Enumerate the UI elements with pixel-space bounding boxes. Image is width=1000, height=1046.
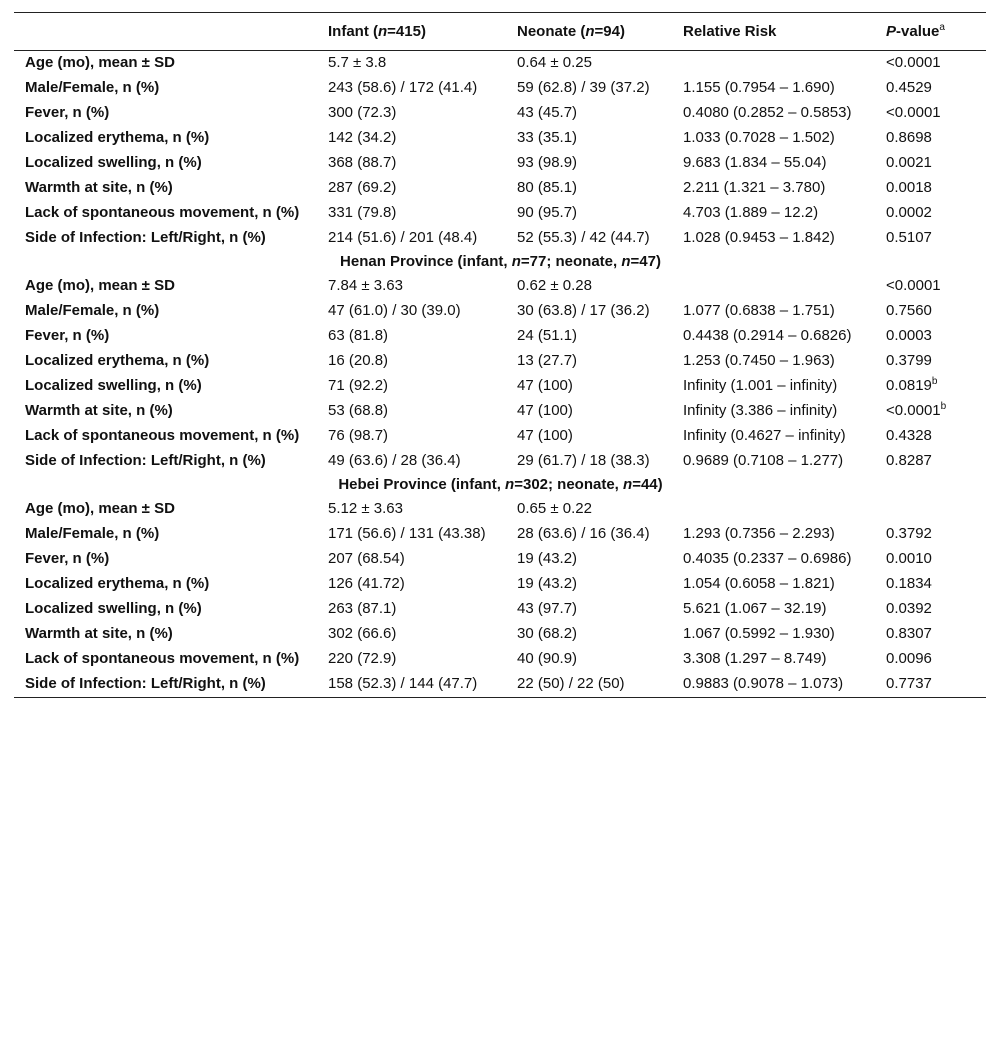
- table-row: [14, 622, 986, 647]
- table-row: [14, 349, 986, 374]
- row-label: Side of Infection: Left/Right, n (%): [25, 452, 266, 469]
- row-label: Fever, n (%): [25, 327, 110, 344]
- p-value: 0.0010: [886, 550, 932, 567]
- row-label: Age (mo), mean ± SD: [25, 54, 175, 71]
- row-label: Localized swelling, n (%): [25, 377, 202, 394]
- p-value: 0.8698: [886, 129, 932, 146]
- p-value: 0.1834: [886, 575, 932, 592]
- p-value: 0.4529: [886, 79, 932, 96]
- relative-risk-cell: 2.211 (1.321 – 3.780): [683, 179, 826, 196]
- row-label: Fever, n (%): [25, 104, 110, 121]
- neonate-cell: 93 (98.9): [517, 154, 578, 171]
- neonate-cell: 0.64 ± 0.25: [517, 54, 592, 71]
- relative-risk-cell: 0.9883 (0.9078 – 1.073): [672, 672, 875, 698]
- p-value-cell: [875, 374, 986, 399]
- infant-cell: 16 (20.8): [328, 352, 389, 369]
- p-value: <0.0001: [886, 54, 941, 71]
- infant-cell: 49 (63.6) / 28 (36.4): [328, 452, 461, 469]
- infant-cell: 7.84 ± 3.63: [328, 277, 403, 294]
- table-row: [14, 374, 986, 399]
- table-body: [14, 51, 986, 698]
- relative-risk-cell: Infinity (1.001 – infinity): [683, 377, 838, 394]
- p-value-cell: [875, 51, 986, 77]
- table-row: [14, 647, 986, 672]
- relative-risk-cell: 1.054 (0.6058 – 1.821): [683, 575, 835, 592]
- footnote-marker: b: [940, 401, 947, 412]
- p-value: 0.0819: [886, 377, 932, 394]
- p-value-cell: [875, 274, 986, 299]
- p-value-cell: [875, 226, 986, 251]
- row-label: Localized erythema, n (%): [25, 129, 210, 146]
- row-label: Side of Infection: Left/Right, n (%): [25, 229, 266, 246]
- neonate-cell: 47 (100): [517, 377, 573, 394]
- table-row: [14, 324, 986, 349]
- p-value: 0.0392: [886, 600, 932, 617]
- infant-cell: 47 (61.0) / 30 (39.0): [328, 302, 461, 319]
- p-value-cell: [875, 424, 986, 449]
- table-row: [14, 547, 986, 572]
- p-value-cell: [875, 349, 986, 374]
- neonate-cell: 13 (27.7): [517, 352, 578, 369]
- row-label: Male/Female, n (%): [25, 79, 160, 96]
- neonate-cell: 47 (100): [517, 402, 573, 419]
- row-label: Side of Infection: Left/Right, n (%): [14, 672, 317, 698]
- p-value-cell: [875, 76, 986, 101]
- p-value: 0.8307: [886, 625, 932, 642]
- p-value: 0.7560: [886, 302, 932, 319]
- p-value-cell: [875, 522, 986, 547]
- section-henan-province: [14, 251, 986, 274]
- p-value: 0.0003: [886, 327, 932, 344]
- relative-risk-cell: 1.293 (0.7356 – 2.293): [683, 525, 835, 542]
- table-row: [14, 274, 986, 299]
- row-label: Warmth at site, n (%): [25, 179, 173, 196]
- row-label: Warmth at site, n (%): [25, 625, 173, 642]
- p-value: 0.0018: [886, 179, 932, 196]
- p-value-cell: [875, 176, 986, 201]
- p-value: 0.0002: [886, 204, 932, 221]
- header-label-blank: [14, 13, 317, 51]
- infant-cell: 76 (98.7): [328, 427, 389, 444]
- p-value: <0.0001: [886, 402, 941, 419]
- comparison-table: [14, 12, 986, 698]
- row-label: Age (mo), mean ± SD: [25, 277, 175, 294]
- neonate-cell: 90 (95.7): [517, 204, 578, 221]
- neonate-cell: 30 (63.8) / 17 (36.2): [517, 302, 650, 319]
- table-row: [14, 522, 986, 547]
- p-value: <0.0001: [886, 277, 941, 294]
- table-row: [14, 299, 986, 324]
- relative-risk-cell: 0.4035 (0.2337 – 0.6986): [683, 550, 852, 567]
- infant-cell: 331 (79.8): [328, 204, 397, 221]
- p-value-cell: [875, 597, 986, 622]
- relative-risk-cell: 1.155 (0.7954 – 1.690): [683, 79, 835, 96]
- relative-risk-cell: 1.067 (0.5992 – 1.930): [683, 625, 835, 642]
- header-row: [14, 13, 986, 51]
- section-hebei-province: [14, 474, 986, 497]
- infant-cell: 71 (92.2): [328, 377, 389, 394]
- neonate-cell: 22 (50) / 22 (50): [506, 672, 672, 698]
- neonate-cell: 0.65 ± 0.22: [517, 500, 592, 517]
- infant-cell: 207 (68.54): [328, 550, 405, 567]
- table-row: [14, 449, 986, 474]
- neonate-cell: 29 (61.7) / 18 (38.3): [517, 452, 650, 469]
- p-value-cell: [875, 497, 986, 522]
- header-relative-risk: Relative Risk: [672, 13, 875, 51]
- relative-risk-cell: Infinity (3.386 – infinity): [683, 402, 838, 419]
- neonate-cell: 40 (90.9): [517, 650, 578, 667]
- neonate-cell: 33 (35.1): [517, 129, 578, 146]
- infant-cell: 5.7 ± 3.8: [328, 54, 387, 71]
- neonate-cell: 0.62 ± 0.28: [517, 277, 592, 294]
- neonate-cell: 52 (55.3) / 42 (44.7): [517, 229, 650, 246]
- p-value-cell: [875, 672, 986, 698]
- relative-risk-cell: 3.308 (1.297 – 8.749): [683, 650, 827, 667]
- p-value: 0.0096: [886, 650, 932, 667]
- row-label: Warmth at site, n (%): [25, 402, 173, 419]
- relative-risk-cell: 1.033 (0.7028 – 1.502): [683, 129, 835, 146]
- p-value-cell: [875, 449, 986, 474]
- neonate-cell: 59 (62.8) / 39 (37.2): [517, 79, 650, 96]
- p-value-cell: [875, 299, 986, 324]
- p-value-cell: [875, 151, 986, 176]
- neonate-cell: 43 (45.7): [517, 104, 578, 121]
- table-header: [14, 13, 986, 51]
- header-neonate: Neonate (n=94): [506, 13, 672, 51]
- row-label: Lack of spontaneous movement, n (%): [25, 204, 300, 221]
- header-p-value: P-value$^a$: [875, 13, 986, 51]
- footnote-marker: b: [931, 376, 938, 387]
- neonate-cell: 28 (63.6) / 16 (36.4): [517, 525, 650, 542]
- relative-risk-cell: 1.077 (0.6838 – 1.751): [683, 302, 835, 319]
- infant-cell: 53 (68.8): [328, 402, 389, 419]
- p-value-cell: [875, 101, 986, 126]
- p-value: <0.0001: [886, 104, 941, 121]
- table-row: [14, 201, 986, 226]
- neonate-cell: 30 (68.2): [517, 625, 578, 642]
- relative-risk-cell: [672, 497, 875, 522]
- p-value: 0.5107: [886, 229, 932, 246]
- p-value: 0.4328: [886, 427, 932, 444]
- neonate-cell: 80 (85.1): [517, 179, 578, 196]
- table-row: [14, 76, 986, 101]
- header-infant: Infant (n=415): [317, 13, 506, 51]
- p-value: 0.3792: [886, 525, 932, 542]
- relative-risk-cell: Infinity (0.4627 – infinity): [683, 427, 846, 444]
- relative-risk-cell: 9.683 (1.834 – 55.04): [683, 154, 827, 171]
- section-title: Henan Province (infant, n=77; neonate, n=47): [340, 253, 661, 270]
- table-row: [14, 126, 986, 151]
- relative-risk-cell: [672, 51, 875, 77]
- infant-cell: 5.12 ± 3.63: [328, 500, 403, 517]
- relative-risk-cell: 1.028 (0.9453 – 1.842): [683, 229, 835, 246]
- neonate-cell: 43 (97.7): [517, 600, 578, 617]
- row-label: Age (mo), mean ± SD: [25, 500, 175, 517]
- p-value-cell: [875, 324, 986, 349]
- infant-cell: 302 (66.6): [328, 625, 397, 642]
- table-row: [14, 497, 986, 522]
- section-title: Hebei Province (infant, n=302; neonate, n=44): [338, 476, 663, 493]
- relative-risk-cell: 5.621 (1.067 – 32.19): [683, 600, 827, 617]
- relative-risk-cell: 4.703 (1.889 – 12.2): [683, 204, 819, 221]
- relative-risk-cell: 0.9689 (0.7108 – 1.277): [683, 452, 844, 469]
- row-label: Localized erythema, n (%): [25, 352, 210, 369]
- p-value: 0.3799: [886, 352, 932, 369]
- row-label: Male/Female, n (%): [25, 302, 160, 319]
- table-row: [14, 176, 986, 201]
- p-value-cell: [875, 622, 986, 647]
- neonate-cell: 24 (51.1): [517, 327, 578, 344]
- infant-cell: 63 (81.8): [328, 327, 389, 344]
- row-label: Lack of spontaneous movement, n (%): [25, 427, 300, 444]
- neonate-cell: 47 (100): [517, 427, 573, 444]
- infant-cell: 368 (88.7): [328, 154, 397, 171]
- infant-cell: 142 (34.2): [328, 129, 397, 146]
- neonate-cell: 19 (43.2): [517, 550, 578, 567]
- p-value-cell: [875, 201, 986, 226]
- row-label: Male/Female, n (%): [25, 525, 160, 542]
- infant-cell: 158 (52.3) / 144 (47.7): [317, 672, 506, 698]
- row-label: Localized erythema, n (%): [25, 575, 210, 592]
- p-value-cell: [875, 572, 986, 597]
- table-row: [14, 399, 986, 424]
- table-row: [14, 51, 986, 77]
- relative-risk-cell: 0.4438 (0.2914 – 0.6826): [683, 327, 852, 344]
- table-row: [14, 151, 986, 176]
- table-row: [14, 424, 986, 449]
- p-value-cell: [875, 647, 986, 672]
- infant-cell: 243 (58.6) / 172 (41.4): [328, 79, 478, 96]
- table-row: [14, 597, 986, 622]
- relative-risk-cell: 0.4080 (0.2852 – 0.5853): [683, 104, 852, 121]
- table-row: [14, 226, 986, 251]
- p-value: 0.0021: [886, 154, 932, 171]
- table-row: [14, 672, 986, 698]
- relative-risk-cell: 1.253 (0.7450 – 1.963): [683, 352, 835, 369]
- table-row: [14, 572, 986, 597]
- p-value-cell: [875, 126, 986, 151]
- relative-risk-cell: [672, 274, 875, 299]
- row-label: Localized swelling, n (%): [25, 154, 202, 171]
- row-label: Fever, n (%): [25, 550, 110, 567]
- infant-cell: 287 (69.2): [328, 179, 397, 196]
- p-value: 0.7737: [886, 675, 932, 692]
- infant-cell: 171 (56.6) / 131 (43.38): [328, 525, 486, 542]
- infant-cell: 214 (51.6) / 201 (48.4): [328, 229, 478, 246]
- table-row: [14, 101, 986, 126]
- p-value-cell: [875, 547, 986, 572]
- neonate-cell: 19 (43.2): [517, 575, 578, 592]
- infant-cell: 300 (72.3): [328, 104, 397, 121]
- p-value-cell: [875, 399, 986, 424]
- row-label: Lack of spontaneous movement, n (%): [25, 650, 300, 667]
- p-value: 0.8287: [886, 452, 932, 469]
- infant-cell: 126 (41.72): [328, 575, 405, 592]
- infant-cell: 263 (87.1): [328, 600, 397, 617]
- row-label: Localized swelling, n (%): [25, 600, 202, 617]
- infant-cell: 220 (72.9): [328, 650, 397, 667]
